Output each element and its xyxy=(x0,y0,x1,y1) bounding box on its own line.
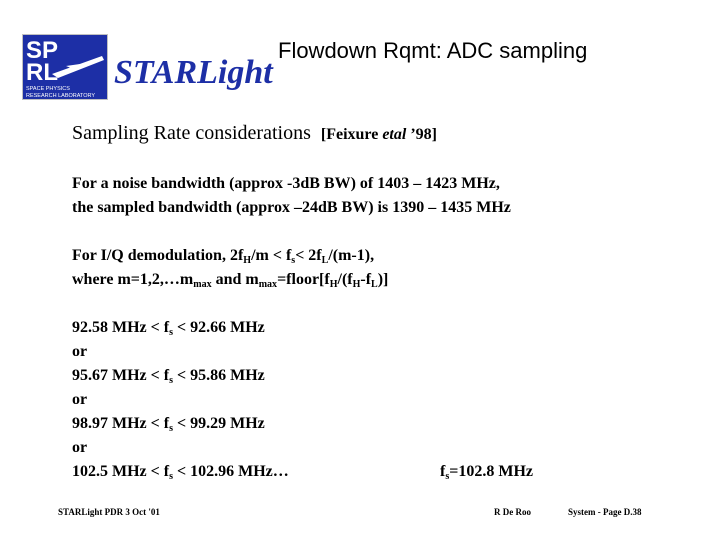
chosen-sampling-rate: $f_s=102.8$ MHz xyxy=(440,463,533,482)
svg-text:SP: SP xyxy=(26,37,59,64)
footer-page: System - Page D.38 xyxy=(568,507,642,517)
section-heading xyxy=(72,122,437,145)
range-line: 95.67 MHz < $f_s < 95.86$ MHz xyxy=(72,367,265,386)
svg-text:SPACE PHYSICS: SPACE PHYSICS xyxy=(26,86,70,92)
heading-text: Sampling Rate considerations xyxy=(72,122,311,144)
or-separator: or xyxy=(72,391,88,408)
range-line: 92.58 MHz < $f_s < 92.66$ MHz xyxy=(72,319,265,338)
range-line: 102.5 MHz < $f_s < 102.96$ MHz… xyxy=(72,463,289,482)
svg-text:RESEARCH LABORATORY: RESEARCH LABORATORY xyxy=(26,93,96,99)
m-definition-line: where $m=1,2,\dots m_{max}$ and $m_{max}=floor[f_H/(f_H-f_L)]$ xyxy=(72,271,389,290)
svg-text:RL: RL xyxy=(26,59,58,86)
sprl-logo xyxy=(22,34,108,100)
or-separator: or xyxy=(72,343,88,360)
or-separator: or xyxy=(72,439,88,456)
noise-bandwidth-line: For a noise bandwidth (approx -3dB BW) of 1403 – 1423 MHz, xyxy=(72,175,500,192)
citation: [Feixure etal ’98] xyxy=(320,126,437,143)
footer-author: R De Roo xyxy=(494,507,531,517)
sampled-bandwidth-line: the sampled bandwidth (approx –24dB BW) is 1390 – 1435 MHz xyxy=(72,199,511,216)
brand-wordmark: STARLight xyxy=(114,54,273,91)
slide-title: Flowdown Rqmt: ADC sampling xyxy=(278,38,588,63)
iq-demod-line: For I/Q demodulation, $2f_H/m < f_s< 2f_L/(m-1)$, xyxy=(72,247,375,266)
range-line: 98.97 MHz < $f_s < 99.29$ MHz xyxy=(72,415,265,434)
footer-left: STARLight PDR 3 Oct '01 xyxy=(58,507,160,517)
